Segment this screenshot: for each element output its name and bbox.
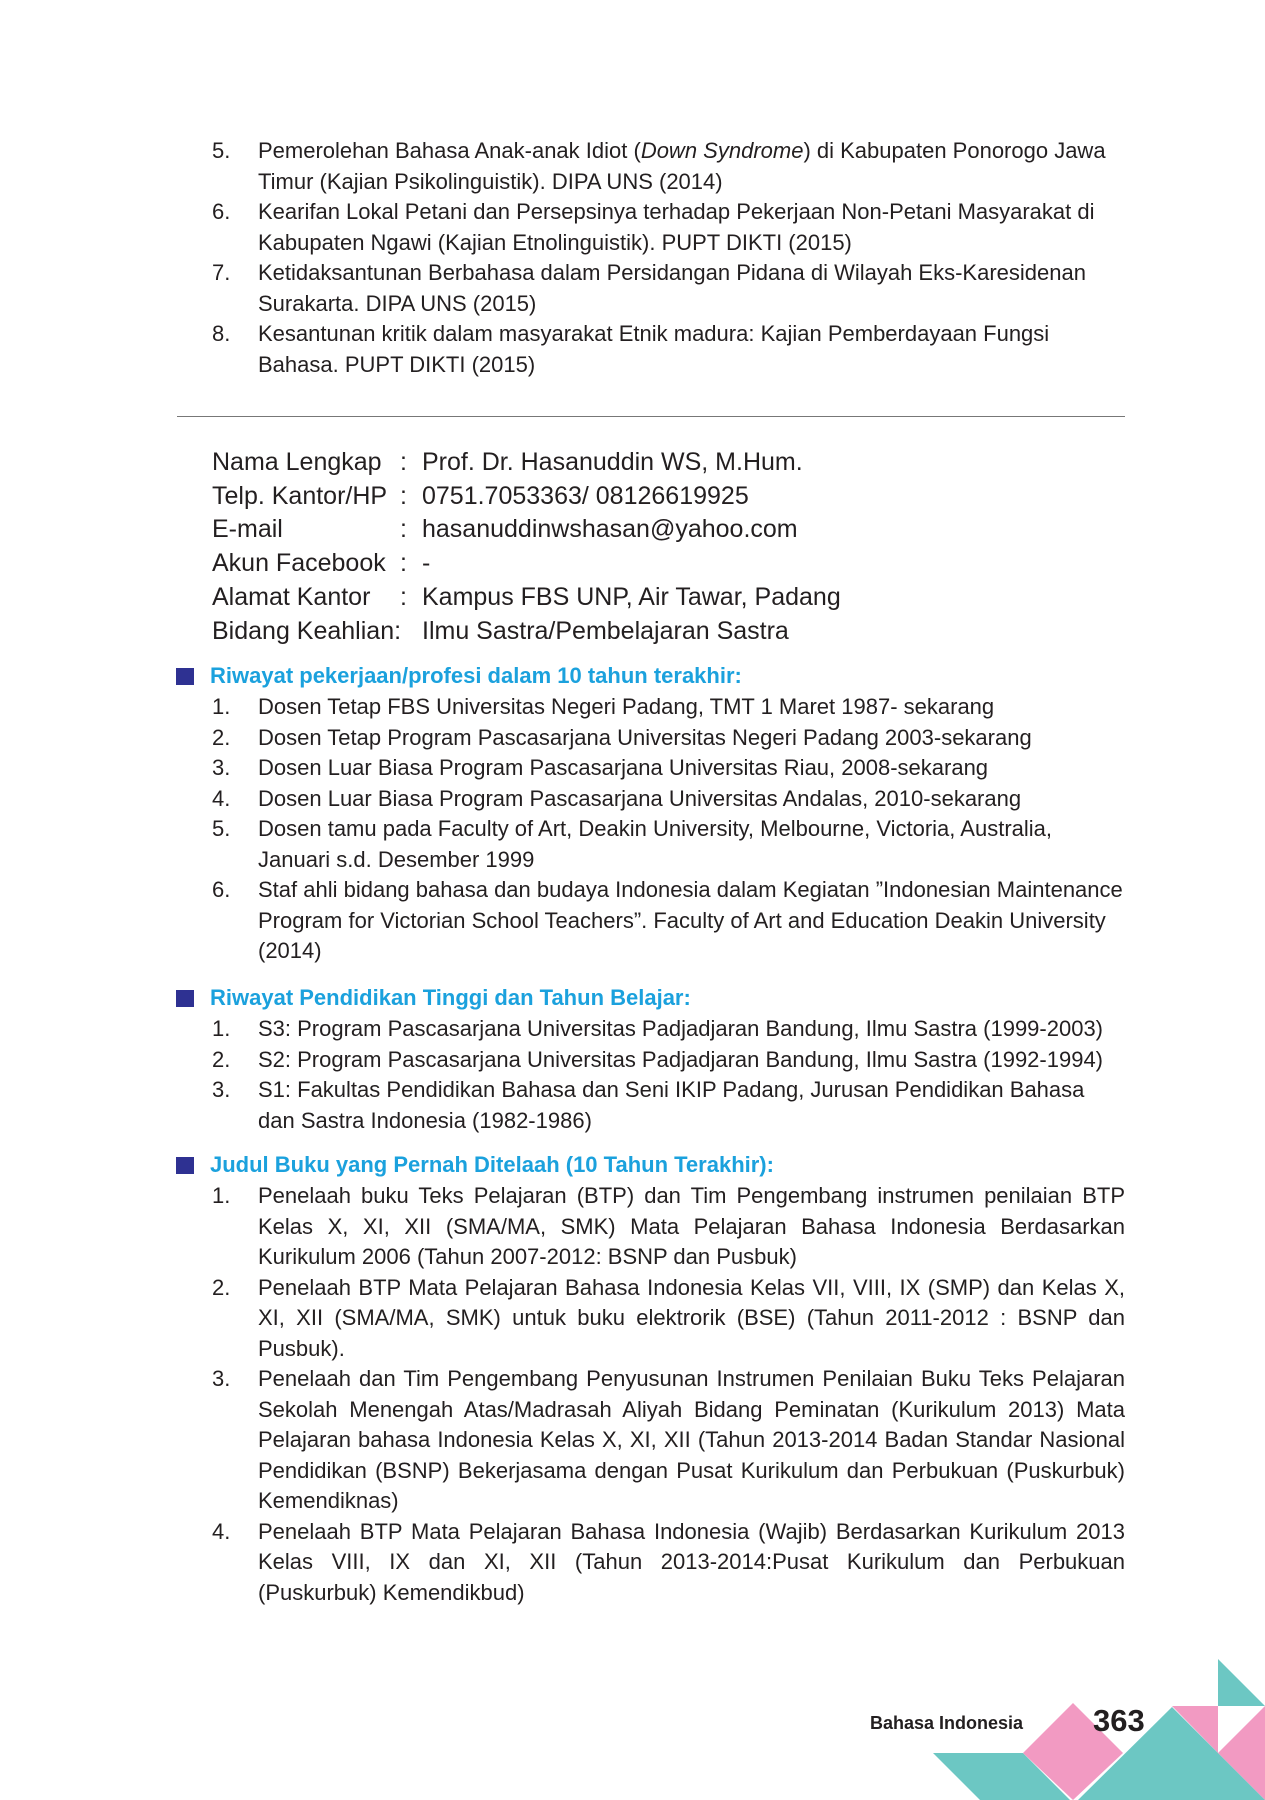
item-text: Penelaah BTP Mata Pelajaran Bahasa Indonesia Kelas VII, VIII, IX (SMP) dan Kelas X, XI, XII (SMA/MA, SMK) untuk buku elektrorik (BSE) (Tahun 2011-2012 : BSNP dan Pusbuk). (258, 1274, 1125, 1361)
item-text: Dosen Tetap Program Pascasarjana Universitas Negeri Padang 2003-sekarang (258, 724, 1032, 750)
item-number: 4. (212, 1518, 231, 1544)
profile-label: Alamat Kantor (212, 582, 371, 611)
item-text (258, 138, 1106, 194)
profile-row (212, 446, 841, 480)
list-item (206, 1517, 1125, 1609)
text-italic: Down Syndrome (640, 138, 804, 163)
profile-value: hasanuddinwshasan@yahoo.com (422, 515, 798, 544)
list-item (206, 1045, 1125, 1076)
list-item (206, 1273, 1125, 1365)
profile-row (212, 513, 841, 547)
item-number: 2. (212, 1046, 231, 1072)
profile-block (212, 446, 841, 648)
item-number: 3. (212, 1366, 231, 1391)
profile-value: - (422, 549, 431, 578)
divider (177, 416, 1125, 417)
text-post: ) di Kabupaten Ponorogo Jawa Timur (Kajian Psikolinguistik). DIPA UNS (2014) (258, 138, 1106, 194)
list-item (206, 814, 1125, 875)
profile-row (212, 547, 841, 581)
section-books-reviewed (206, 1150, 1125, 1608)
item-text: S1: Fakultas Pendidikan Bahasa dan Seni IKIP Padang, Jurusan Pendidikan Bahasa dan Sastra Indonesia (1982-1986) (258, 1077, 1085, 1133)
list-item (206, 784, 1125, 815)
profile-value: Ilmu Sastra/Pembelajaran Sastra (422, 616, 789, 645)
profile-value: Kampus FBS UNP, Air Tawar, Padang (422, 582, 841, 611)
profile-colon: : (400, 515, 407, 544)
page-number: 363 (1093, 1703, 1145, 1738)
list-item (206, 692, 1125, 723)
item-text: Dosen Luar Biasa Program Pascasarjana Universitas Andalas, 2010-sekarang (258, 785, 1022, 811)
item-text: Penelaah dan Tim Pengembang Penyusunan Instrumen Penilaian Buku Teks Pelajaran Sekolah Menengah Atas/Madrasah Aliyah Bidang Peminatan (Kurikulum 2013) Mata Pelajaran bahasa Indonesia Kelas X, XI, XII (Tahun 2013-2014 Badan Standar Nasional Pendidikan (BSNP) Bekerjasama dengan Pusat Kurikulum dan Perbukuan (Puskurbuk) Kemendiknas) (258, 1366, 1125, 1513)
item-number: 2. (212, 1274, 231, 1300)
teal-triangle-top (1218, 1659, 1265, 1706)
section-work-history (206, 661, 1125, 967)
item-number: 4. (212, 785, 231, 811)
list-item (206, 1075, 1125, 1136)
square-bullet-icon (176, 1157, 194, 1174)
item-number: 8. (212, 321, 231, 346)
profile-label: E-mail (212, 515, 283, 544)
list-item (206, 197, 1125, 258)
list-item (206, 1364, 1125, 1517)
research-list-continued (206, 136, 1125, 380)
list-item (206, 258, 1125, 319)
list-item (206, 1014, 1125, 1045)
item-number: 7. (212, 260, 231, 285)
list-item (206, 136, 1125, 197)
list-item (206, 875, 1125, 967)
profile-label: Telp. Kantor/HP (212, 481, 388, 510)
heading-text: Riwayat pekerjaan/profesi dalam 10 tahun terakhir: (210, 663, 742, 688)
section-heading (176, 983, 1125, 1013)
profile-label: Akun Facebook (212, 549, 386, 578)
item-text: Dosen Tetap FBS Universitas Negeri Padang, TMT 1 Maret 1987- sekarang (258, 694, 995, 719)
heading-text: Riwayat Pendidikan Tinggi dan Tahun Belajar: (210, 985, 691, 1010)
item-text: S2: Program Pascasarjana Universitas Padjadjaran Bandung, Ilmu Sastra (1992-1994) (258, 1046, 1104, 1072)
profile-colon: : (400, 448, 407, 476)
item-number: 1. (212, 1016, 231, 1041)
item-text: Dosen Luar Biasa Program Pascasarjana Universitas Riau, 2008-sekarang (258, 755, 989, 780)
list-item (206, 753, 1125, 784)
profile-row (212, 615, 841, 649)
profile-colon: : (400, 481, 407, 510)
item-number: 1. (212, 694, 231, 719)
item-number: 5. (212, 816, 231, 841)
square-bullet-icon (176, 668, 194, 685)
item-number: 3. (212, 1077, 231, 1102)
profile-row (212, 581, 841, 615)
section-list (206, 1181, 1125, 1608)
profile-value: 0751.7053363/ 08126619925 (422, 481, 749, 510)
item-text: Staf ahli bidang bahasa dan budaya Indonesia dalam Kegiatan ”Indonesian Maintenance Program for Victorian School Teachers”. Faculty of Art and Education Deakin University (2014) (258, 877, 1123, 963)
profile-value: Prof. Dr. Hasanuddin WS, M.Hum. (422, 448, 803, 476)
section-heading (176, 661, 1125, 691)
profile-colon: : (400, 582, 407, 611)
item-number: 6. (212, 877, 231, 902)
item-number: 6. (212, 199, 231, 224)
item-text: Penelaah BTP Mata Pelajaran Bahasa Indonesia (Wajib) Berdasarkan Kurikulum 2013 Kelas VIII, IX dan XI, XII (Tahun 2013-2014:Pusat Kurikulum dan Perbukuan (Puskurbuk) Kemendikbud) (258, 1518, 1125, 1605)
text-pre: Pemerolehan Bahasa Anak-anak Idiot ( (258, 138, 641, 163)
section-list (206, 1014, 1125, 1136)
profile-label: Nama Lengkap (212, 448, 382, 476)
item-number: 3. (212, 755, 231, 780)
item-text: Kesantunan kritik dalam masyarakat Etnik madura: Kajian Pemberdayaan Fungsi Bahasa. PUPT DIKTI (2015) (258, 321, 1050, 377)
book-title: Bahasa Indonesia (870, 1713, 1024, 1733)
item-number: 5. (212, 138, 231, 163)
profile-row (212, 480, 841, 514)
section-heading (176, 1150, 1125, 1180)
item-number: 2. (212, 724, 231, 750)
item-number: 1. (212, 1183, 231, 1208)
list-item (206, 1181, 1125, 1273)
item-text: S3: Program Pascasarjana Universitas Padjadjaran Bandung, Ilmu Sastra (1999-2003) (258, 1016, 1104, 1041)
square-bullet-icon (176, 990, 194, 1007)
profile-colon (400, 615, 422, 649)
item-text: Kearifan Lokal Petani dan Persepsinya terhadap Pekerjaan Non-Petani Masyarakat di Kabupaten Ngawi (Kajian Etnolinguistik). PUPT DIKTI (2015) (258, 199, 1095, 255)
item-text: Ketidaksantunan Berbahasa dalam Persidangan Pidana di Wilayah Eks-Karesidenan Surakarta. DIPA UNS (2015) (258, 260, 1086, 316)
section-education (206, 983, 1125, 1136)
list-item (206, 319, 1125, 380)
item-text: Dosen tamu pada Faculty of Art, Deakin University, Melbourne, Victoria, Australia, Januari s.d. Desember 1999 (258, 816, 1052, 872)
item-text: Penelaah buku Teks Pelajaran (BTP) dan Tim Pengembang instrumen penilaian BTP Kelas X, XI, XII (SMA/MA, SMK) Mata Pelajaran Bahasa Indonesia Berdasarkan Kurikulum 2006 (Tahun 2007-2012: BSNP dan Pusbuk) (258, 1183, 1125, 1269)
heading-text: Judul Buku yang Pernah Ditelaah (10 Tahun Terakhir): (210, 1152, 774, 1177)
section-list (206, 692, 1125, 967)
list-item (206, 723, 1125, 754)
profile-label: Bidang Keahlian: (212, 616, 402, 645)
profile-colon: : (400, 549, 407, 578)
